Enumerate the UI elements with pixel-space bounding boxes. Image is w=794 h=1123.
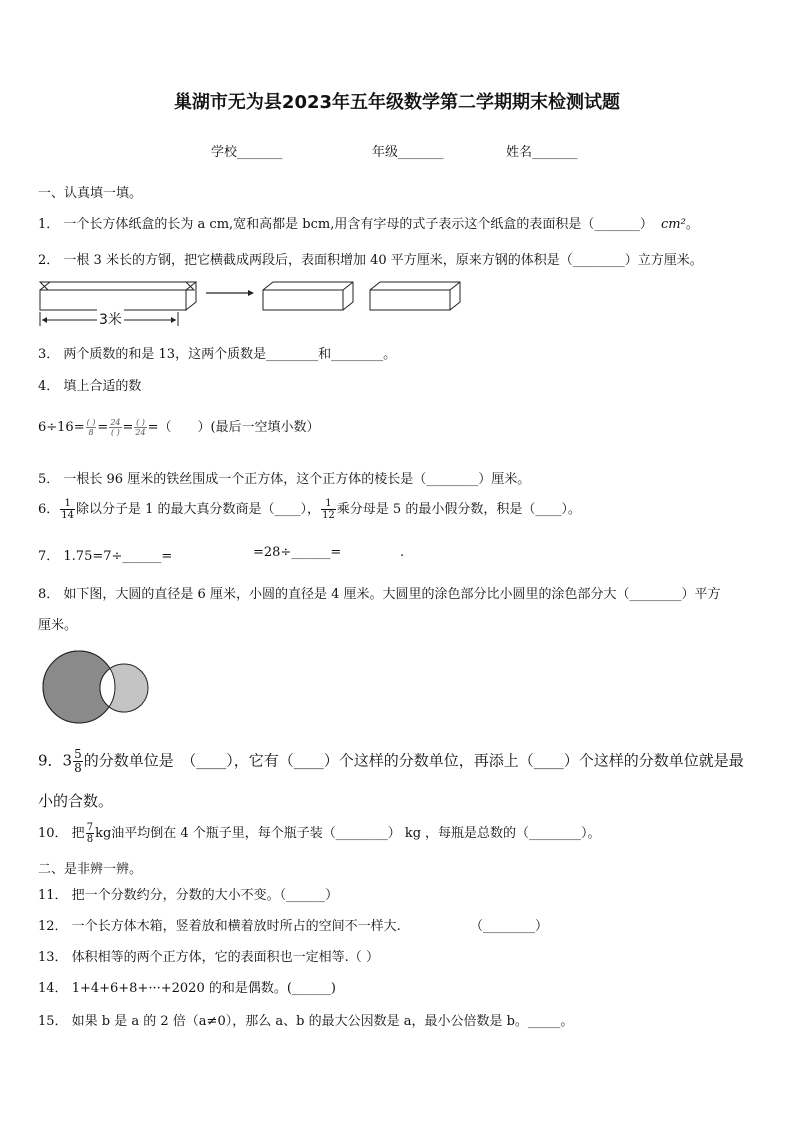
fraction-7-8: $\frac{7}{8}$ [86,822,94,845]
question-7-part-2: =28÷______= [253,545,342,560]
question-2: 2． 一根 3 米长的方钢，把它横截成两段后，表面积增加 40 平方厘米，原来方钢的体积是（________）立方厘米。 [38,253,703,268]
question-1-text: 1． 一个长方体纸盒的长为 a cm,宽和高都是 bcm,用含有字母的式子表示这个纸盒的表面积是（_______） [38,217,653,232]
fraction-5-8: $\frac{5}{8}$ [74,747,82,775]
question-9-line-2: 小的合数。 [38,792,114,810]
question-11: 11． 把一个分数约分，分数的大小不变。（______） [38,888,339,903]
figure-length-label: 3米 [97,309,124,329]
question-12: 12． 一个长方体木箱，竖着放和横着放时所占的空间不一样大. [38,919,401,934]
question-1-unit: cm² [661,217,686,232]
question-8-line-1: 8． 如下图，大圆的直径是 6 厘米，小圆的直径是 4 厘米。大圆里的涂色部分比小圆里的涂色部分大（________）平方 [38,587,721,602]
question-14: 14． 1+4+6+8+···+2020 的和是偶数。(______) [38,981,336,996]
fraction-1: $\frac{( )}{8}$ [86,418,96,437]
name-field[interactable]: 姓名_______ [506,145,578,160]
fraction-1-14: $\frac{1}{14}$ [61,498,75,521]
page-title: 巢湖市无为县2023年五年级数学第二学期期末检测试题 [173,92,621,113]
circles-figure [42,650,152,730]
question-3: 3． 两个质数的和是 13，这两个质数是________和________。 [38,347,397,362]
section-2-heading: 二、是非辨一辨。 [38,862,143,877]
school-field[interactable]: 学校_______ [211,145,283,160]
question-14-expression: 1+4+6+8+···+2020 [71,981,205,996]
fraction-3: $\frac{( )}{24}$ [135,418,146,437]
question-13: 13． 体积相等的两个正方体，它的表面积也一定相等.（ ） [38,950,379,965]
grade-field[interactable]: 年级_______ [372,145,444,160]
question-6: 6． $\frac{1}{14}$ 除以分子是 1 的最大真分数商是（____）， $\frac{1}{12}$ 乘分母是 5 的最小假分数，积是（____）。 [38,498,581,521]
fraction-2: $\frac{24}{( )}$ [110,418,121,437]
question-12-blank[interactable]: （________） [470,919,549,934]
question-5: 5． 一根长 96 厘米的铁丝围成一个正方体，这个正方体的棱长是（________）厘米。 [38,472,531,487]
question-1: 1． 一个长方体纸盒的长为 a cm,宽和高都是 bcm,用含有字母的式子表示这个纸盒的表面积是（_______） cm²。 [38,217,699,232]
question-8-line-2: 厘米。 [38,618,78,633]
question-7-part-1: 7． 1.75=7÷______= [38,549,173,564]
question-10: 10． 把 $\frac{7}{8}$ kg油平均倒在 4 个瓶子里，每个瓶子装（________） kg ，每瓶是总数的（________）。 [38,822,601,845]
question-15: 15． 如果 b 是 a 的 2 倍（a≠0），那么 a、b 的最大公因数是 a，最小公倍数是 b。_____。 [38,1014,574,1029]
question-4-equation: 6÷16= $\frac{( )}{8}$ = $\frac{24}{( )}$ = $\frac{( )}{24}$ =（ ）(最后一空填小数） [38,418,320,437]
section-1-heading: 一、认真填一填。 [38,186,143,201]
fraction-1-12: $\frac{1}{12}$ [322,498,335,521]
question-9: 9．3 $\frac{5}{8}$ 的分数单位是 （____），它有（____）个这样的分数单位，再添上（____）个这样的分数单位就是最 [38,747,744,775]
question-7-part-3: . [400,545,405,560]
question-4: 4． 填上合适的数 [38,379,142,394]
